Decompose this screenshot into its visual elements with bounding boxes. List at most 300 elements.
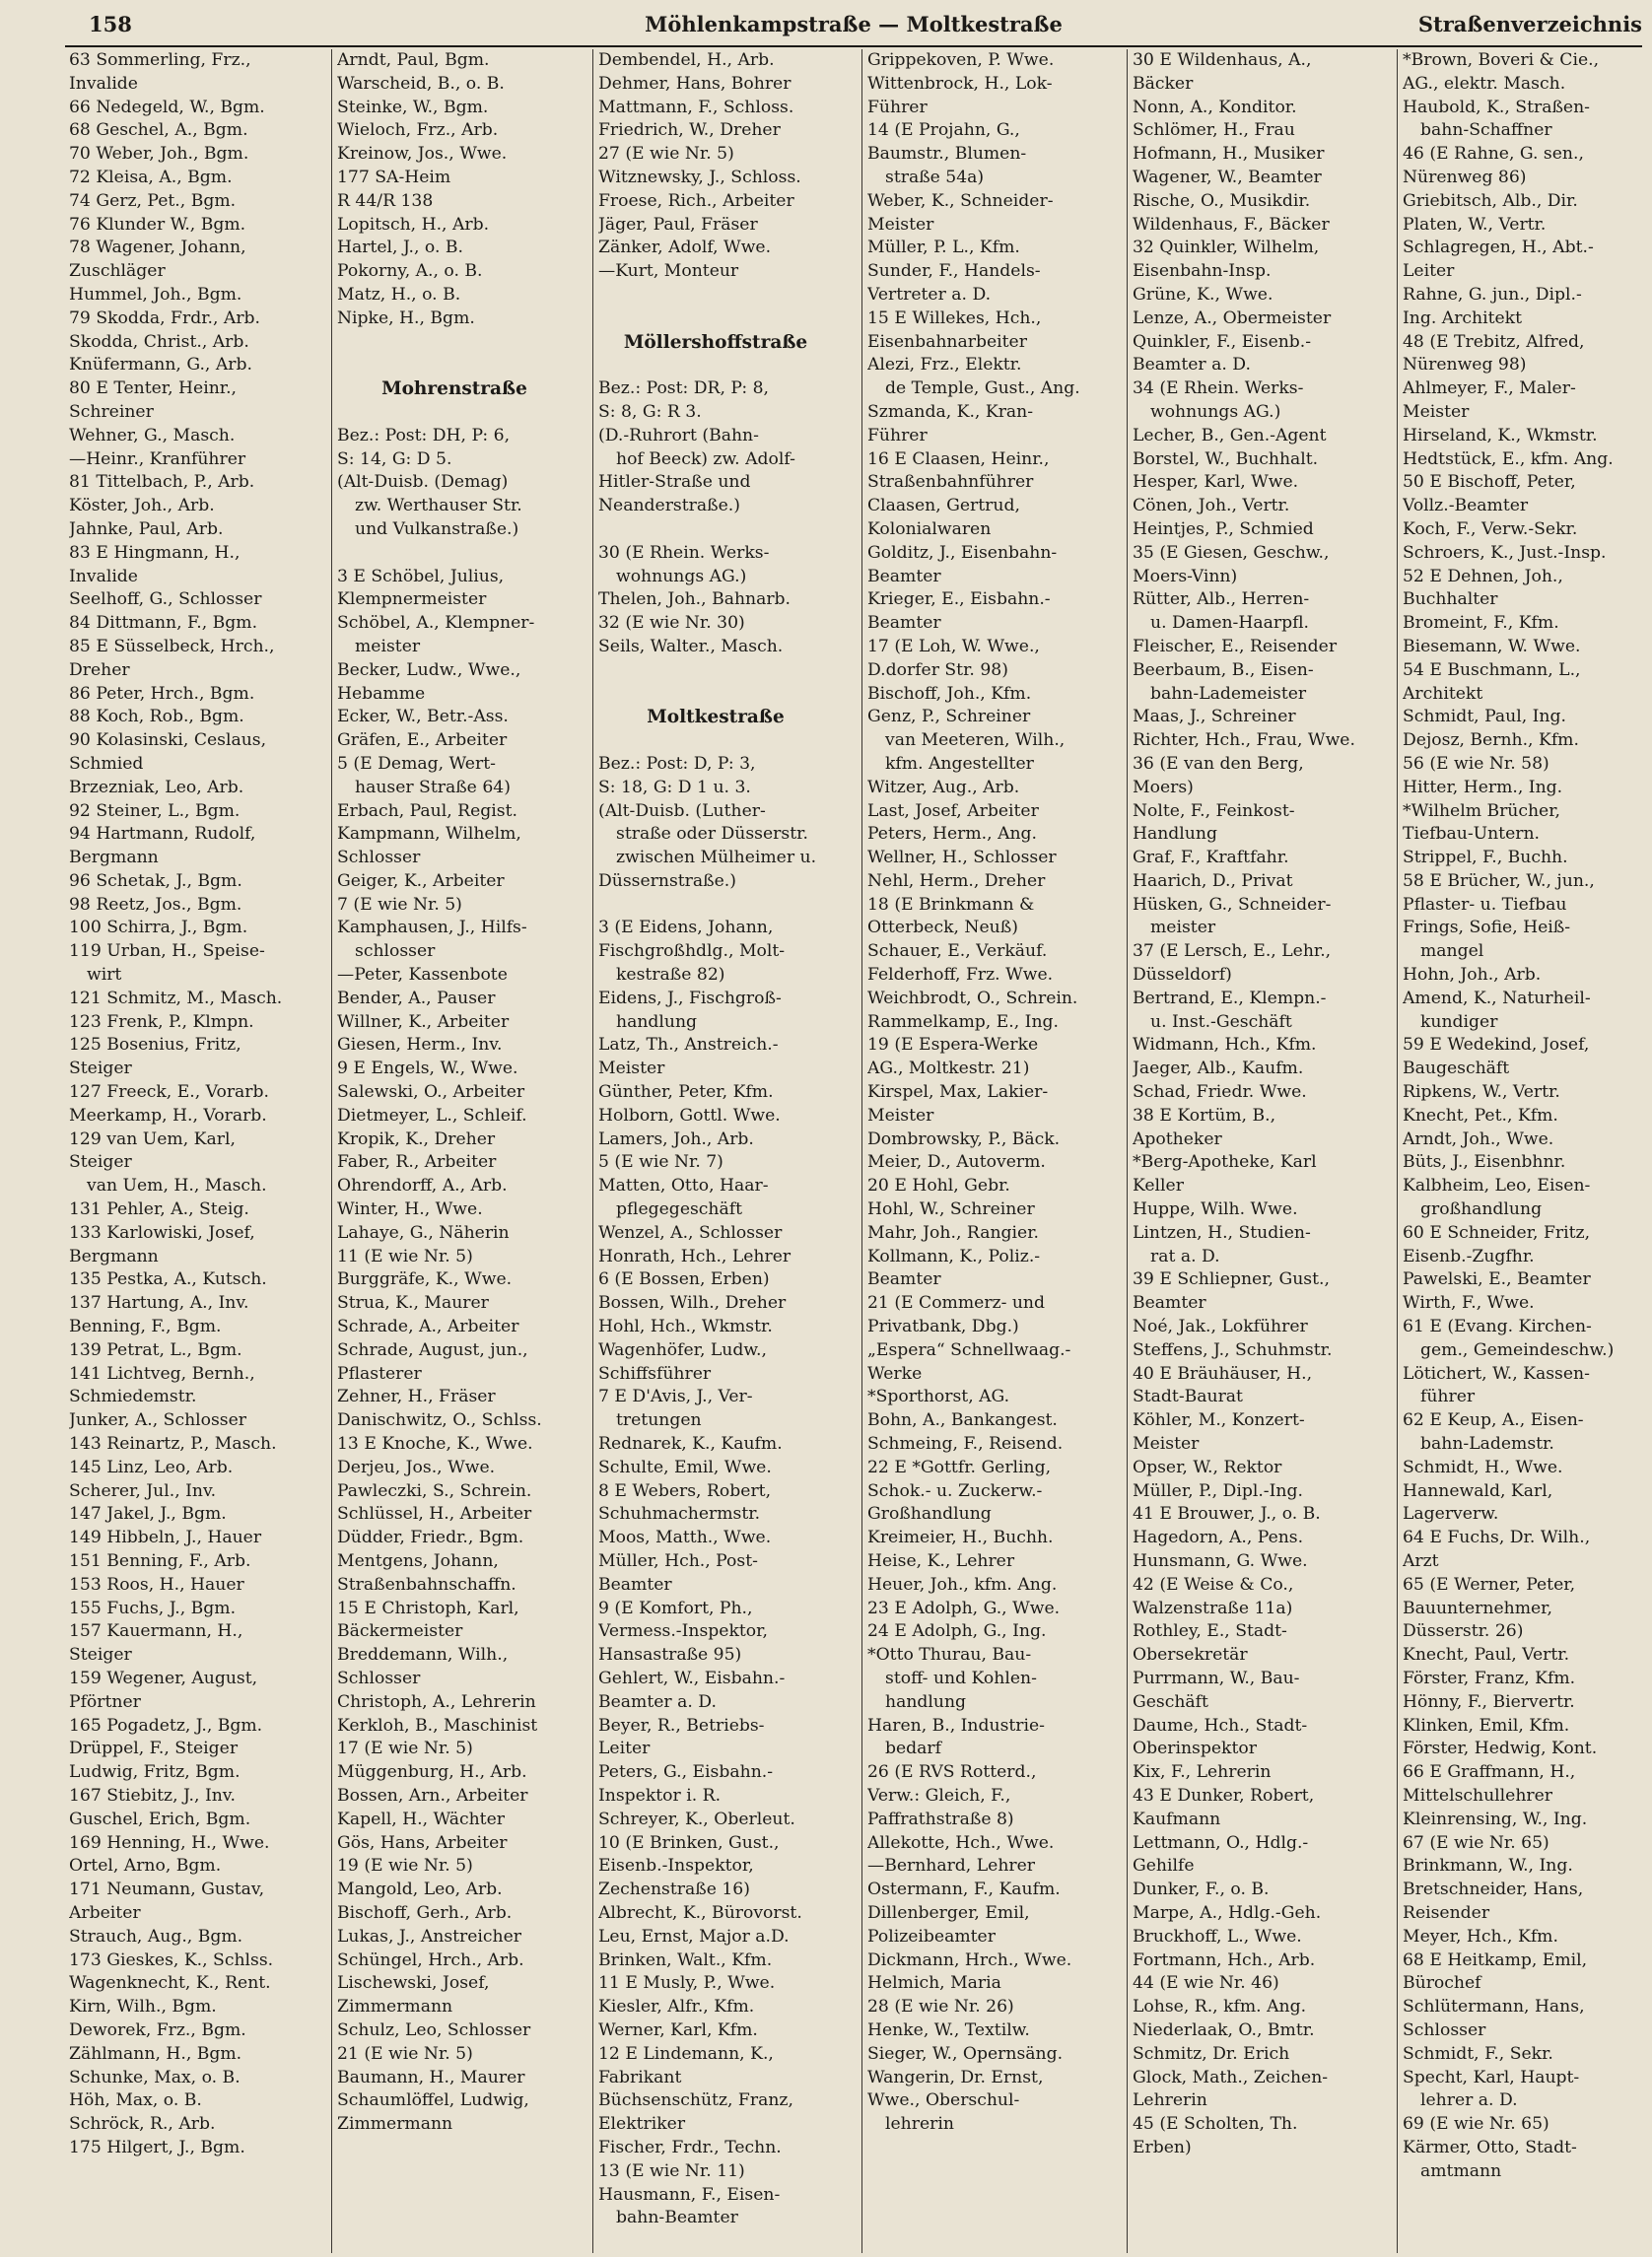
directory-entry: Junker, A., Schlosser (69, 1410, 247, 1431)
directory-entry: Pokorny, A., o. B. (337, 261, 483, 282)
directory-entry: 127 Freeck, E., Vorarb. (69, 1082, 269, 1103)
directory-entry: Arzt (1403, 1551, 1439, 1571)
directory-entry: 79 Skodda, Frdr., Arb. (69, 308, 261, 328)
directory-entry: Wangerin, Dr. Ernst, (867, 2067, 1044, 2087)
directory-entry: Zuschläger (69, 261, 166, 282)
directory-entry: Invalide (69, 73, 138, 94)
directory-entry: Nolte, F., Feinkost- (1133, 800, 1295, 821)
directory-entry: Brzezniak, Leo, Arb. (69, 777, 244, 797)
directory-entry: Alezi, Frz., Elektr. (867, 355, 1022, 376)
directory-entry: 85 E Süsselbeck, Hrch., (69, 636, 275, 656)
directory-entry: Heise, K., Lehrer (867, 1551, 1015, 1571)
directory-entry: Großhandlung (867, 1504, 992, 1525)
directory-entry: Schöbel, A., Klempner- (337, 613, 535, 634)
directory-entry: 59 E Wedekind, Josef, (1403, 1035, 1590, 1056)
entry-continuation: mangel (1420, 941, 1484, 962)
directory-entry: Biesemann, W. Wwe. (1403, 636, 1581, 656)
directory-entry: Beamter a. D. (1133, 355, 1251, 376)
column-2 (337, 49, 572, 2253)
directory-entry: Müller, P. L., Kfm. (867, 238, 1020, 258)
column-3 (598, 49, 833, 2253)
directory-entry: 151 Benning, F., Arb. (69, 1551, 251, 1571)
column-1 (69, 49, 304, 2253)
directory-entry: 171 Neumann, Gustav, (69, 1880, 265, 1900)
directory-entry: Kleinrensing, W., Ing. (1403, 1809, 1588, 1829)
directory-entry: Griebitsch, Alb., Dir. (1403, 190, 1578, 211)
entry-continuation: schlosser (355, 941, 436, 962)
directory-entry: Hummel, Joh., Bgm. (69, 284, 242, 305)
directory-entry: Schuhmachermstr. (598, 1504, 761, 1525)
directory-entry: Platen, W., Vertr. (1403, 214, 1547, 235)
directory-entry: 145 Linz, Leo, Arb. (69, 1457, 234, 1477)
directory-entry: Widmann, Hch., Kfm. (1133, 1035, 1317, 1056)
directory-entry: Niederlaak, O., Bmtr. (1133, 2019, 1315, 2040)
directory-entry: Helmich, Maria (867, 1973, 1001, 1994)
directory-entry: Baugeschäft (1403, 1059, 1510, 1079)
directory-entry: Hausmann, F., Eisen- (598, 2184, 781, 2205)
directory-entry: Dickmann, Hrch., Wwe. (867, 1949, 1072, 1970)
entry-continuation: u. Damen-Haarpfl. (1150, 613, 1309, 634)
entry-continuation: gem., Gemeindeschw.) (1420, 1339, 1615, 1360)
directory-entry: Klinken, Emil, Kfm. (1403, 1715, 1570, 1736)
directory-entry: Otterbeck, Neuß) (867, 918, 1018, 938)
directory-entry: 18 (E Brinkmann & (867, 894, 1035, 915)
directory-entry: Ohrendorff, A., Arb. (337, 1176, 508, 1197)
directory-entry: Bretschneider, Hans, (1403, 1880, 1584, 1900)
entry-continuation: meister (1150, 918, 1216, 938)
directory-entry: 139 Petrat, L., Bgm. (69, 1339, 242, 1360)
directory-entry: 9 E Engels, W., Wwe. (337, 1059, 518, 1079)
directory-entry: Gehlert, W., Eisbahn.- (598, 1668, 786, 1688)
directory-entry: 157 Kauermann, H., (69, 1621, 243, 1642)
directory-entry: Wieloch, Frz., Arb. (337, 120, 499, 141)
directory-entry: R 44/R 138 (337, 190, 434, 211)
directory-entry: Geschäft (1133, 1691, 1208, 1712)
directory-entry: Kropik, K., Dreher (337, 1128, 496, 1149)
directory-entry: Lagerverw. (1403, 1504, 1499, 1525)
entry-continuation: meister (355, 636, 421, 656)
directory-entry: Eisenb.-Inspektor, (598, 1856, 754, 1877)
directory-entry: Beamter (1133, 1293, 1206, 1314)
directory-entry: Schröck, R., Arb. (69, 2114, 216, 2135)
directory-entry: Hesper, Karl, Wwe. (1133, 472, 1299, 493)
directory-entry: Dehmer, Hans, Bohrer (598, 73, 792, 94)
directory-entry: 165 Pogadetz, J., Bgm. (69, 1715, 263, 1736)
directory-entry: 143 Reinartz, P., Masch. (69, 1434, 277, 1455)
directory-entry: Straßenbahnschaffn. (337, 1574, 516, 1595)
entry-continuation: bahn-Lademeister (1150, 683, 1307, 704)
directory-entry: Claasen, Gertrud, (867, 496, 1020, 516)
directory-entry: 141 Lichtveg, Bernh., (69, 1363, 255, 1384)
directory-entry: 21 (E wie Nr. 5) (337, 2043, 473, 2064)
directory-entry: 125 Bosenius, Fritz, (69, 1035, 241, 1056)
directory-entry: 12 E Lindemann, K., (598, 2043, 774, 2064)
directory-entry: Witznewsky, J., Schloss. (598, 167, 801, 187)
entry-continuation: stoff- und Kohlen- (885, 1668, 1037, 1688)
directory-entry: Dreher (69, 659, 130, 680)
directory-entry: Bez.: Post: DR, P: 8, (598, 378, 770, 399)
directory-entry: 147 Jakel, J., Bgm. (69, 1504, 227, 1525)
entry-continuation: wohnungs AG.) (1150, 401, 1281, 422)
directory-entry: Pflasterer (337, 1363, 422, 1384)
directory-entry: Friedrich, W., Dreher (598, 120, 781, 141)
directory-entry: Lettmann, O., Hdlg.- (1133, 1832, 1309, 1853)
directory-entry: 175 Hilgert, J., Bgm. (69, 2137, 245, 2157)
page-title: Möhlenkampstraße — Moltkestraße (645, 12, 1063, 36)
directory-entry: (Alt-Duisb. (Luther- (598, 800, 766, 821)
directory-entry: Benning, F., Bgm. (69, 1317, 222, 1337)
entry-continuation: bedarf (885, 1739, 942, 1759)
directory-entry: Obersekretär (1133, 1645, 1248, 1666)
directory-entry: Hedtstück, E., kfm. Ang. (1403, 448, 1614, 469)
directory-entry: Hagedorn, A., Pens. (1133, 1528, 1304, 1548)
directory-entry: Ortel, Arno, Bgm. (69, 1856, 222, 1877)
directory-entry: AG., elektr. Masch. (1403, 73, 1566, 94)
directory-entry: 21 (E Commerz- und (867, 1293, 1045, 1314)
directory-entry: Zimmermann (337, 2114, 453, 2135)
directory-entry: Oberinspektor (1133, 1739, 1257, 1759)
directory-entry: Leiter (1403, 261, 1455, 282)
directory-entry: Bischoff, Joh., Kfm. (867, 683, 1032, 704)
directory-entry: Schroers, K., Just.-Insp. (1403, 542, 1607, 563)
directory-entry: Rische, O., Musikdir. (1133, 190, 1311, 211)
directory-entry: 36 (E van den Berg, (1133, 753, 1304, 774)
directory-entry: 11 E Musly, P., Wwe. (598, 1973, 776, 1994)
directory-entry: Gehilfe (1133, 1856, 1195, 1877)
directory-entry: Inspektor i. R. (598, 1785, 722, 1806)
directory-entry: Neanderstraße.) (598, 496, 740, 516)
directory-entry: Bergmann (69, 848, 159, 868)
directory-entry: AG., Moltkestr. 21) (867, 1059, 1030, 1079)
directory-entry: Thelen, Joh., Bahnarb. (598, 589, 792, 610)
directory-entry: Jaeger, Alb., Kaufm. (1133, 1059, 1304, 1079)
street-heading: Möllershoffstraße (623, 331, 808, 353)
directory-entry: 69 (E wie Nr. 65) (1403, 2114, 1549, 2135)
blank-line (337, 401, 572, 425)
directory-entry: —Heinr., Kranführer (69, 448, 246, 469)
directory-entry: Purrmann, W., Bau- (1133, 1668, 1300, 1688)
entry-continuation: amtmann (1420, 2160, 1502, 2181)
directory-entry: Pawelski, E., Beamter (1403, 1269, 1591, 1290)
directory-entry: Lötichert, W., Kassen- (1403, 1363, 1590, 1384)
directory-entry: (D.-Ruhrort (Bahn- (598, 425, 759, 445)
directory-entry: Bischoff, Gerh., Arb. (337, 1902, 513, 1923)
directory-entry: Daume, Hch., Stadt- (1133, 1715, 1308, 1736)
directory-entry: 13 E Knoche, K., Wwe. (337, 1434, 533, 1455)
directory-entry: 61 E (Evang. Kirchen- (1403, 1317, 1592, 1337)
directory-entry: Meerkamp, H., Vorarb. (69, 1105, 267, 1126)
directory-entry: Höh, Max, o. B. (69, 2090, 202, 2111)
directory-entry: Schunke, Max, o. B. (69, 2067, 241, 2087)
directory-entry: Steiger (69, 1059, 132, 1079)
directory-entry: Hofmann, H., Musiker (1133, 144, 1325, 165)
entry-continuation: kestraße 82) (616, 965, 725, 986)
directory-entry: 66 E Graffmann, H., (1403, 1762, 1576, 1783)
directory-entry: Seelhoff, G., Schlosser (69, 589, 262, 610)
column-6 (1403, 49, 1637, 2253)
directory-entry: Fischgroßhdlg., Molt- (598, 941, 786, 962)
directory-entry: Matten, Otto, Haar- (598, 1176, 769, 1197)
directory-entry: Privatbank, Dbg.) (867, 1317, 1019, 1337)
directory-entry: Schauer, E., Verkäuf. (867, 941, 1048, 962)
directory-entry: Walzenstraße 11a) (1133, 1598, 1293, 1618)
directory-entry: Schiffsführer (598, 1363, 712, 1384)
directory-entry: 68 Geschel, A., Bgm. (69, 120, 248, 141)
directory-entry: Kampmann, Wilhelm, (337, 824, 521, 845)
directory-entry: Beamter (867, 566, 941, 586)
directory-entry: Meister (1403, 401, 1470, 422)
directory-entry: Szmanda, K., Kran- (867, 401, 1034, 422)
directory-entry: Christoph, A., Lehrerin (337, 1691, 536, 1712)
directory-entry: Müggenburg, H., Arb. (337, 1762, 527, 1783)
directory-entry: 54 E Buschmann, L., (1403, 659, 1581, 680)
directory-entry: Ahlmeyer, F., Maler- (1403, 378, 1576, 399)
entry-continuation: hof Beeck) zw. Adolf- (616, 448, 795, 469)
entry-continuation: kundiger (1420, 1011, 1498, 1032)
directory-entry: Dejosz, Bernh., Kfm. (1403, 730, 1579, 751)
directory-entry: Wirth, F., Wwe. (1403, 1293, 1535, 1314)
directory-entry: Hitler-Straße und (598, 472, 751, 493)
directory-entry: Opser, W., Rektor (1133, 1457, 1282, 1477)
directory-entry: Hüsken, G., Schneider- (1133, 894, 1332, 915)
directory-entry: Pförtner (69, 1691, 141, 1712)
directory-entry: Schlosser (337, 848, 421, 868)
directory-entry: S: 14, G: D 5. (337, 448, 452, 469)
directory-entry: Schlagregen, H., Abt.- (1403, 238, 1594, 258)
directory-entry: 133 Karlowiski, Josef, (69, 1222, 255, 1243)
directory-entry: 28 (E wie Nr. 26) (867, 1997, 1014, 2018)
directory-entry: Breddemann, Wilh., (337, 1645, 509, 1666)
directory-entry: Günther, Peter, Kfm. (598, 1082, 774, 1103)
directory-entry: Düssernstraße.) (598, 870, 736, 891)
directory-entry: Skodda, Christ., Arb. (69, 331, 249, 352)
directory-entry: *Sporthorst, AG. (867, 1387, 1010, 1407)
directory-entry: Ecker, W., Betr.-Ass. (337, 707, 509, 727)
directory-entry: Lohse, R., kfm. Ang. (1133, 1997, 1307, 2018)
directory-entry: Strua, K., Maurer (337, 1293, 489, 1314)
directory-entry: Vermess.-Inspektor, (598, 1621, 768, 1642)
directory-entry: Bruckhoff, L., Wwe. (1133, 1926, 1302, 1947)
directory-entry: Noé, Jak., Lokführer (1133, 1317, 1308, 1337)
directory-entry: Düdder, Friedr., Bgm. (337, 1528, 524, 1548)
directory-entry: Bertrand, E., Klempn.- (1133, 988, 1327, 1008)
directory-entry: Kirspel, Max, Lakier- (867, 1082, 1049, 1103)
directory-entry: Giesen, Herm., Inv. (337, 1035, 503, 1056)
column-divider (592, 49, 593, 2253)
directory-entry: —Bernhard, Lehrer (867, 1856, 1035, 1877)
directory-entry: Albrecht, K., Bürovorst. (598, 1902, 802, 1923)
entry-continuation: straße oder Düsserstr. (616, 824, 808, 845)
directory-entry: 20 E Hohl, Gebr. (867, 1176, 1010, 1197)
directory-entry: Huppe, Wilh. Wwe. (1133, 1199, 1298, 1220)
directory-entry: Kix, F., Lehrerin (1133, 1762, 1272, 1783)
blank-line (598, 729, 833, 753)
directory-entry: Leu, Ernst, Major a.D. (598, 1926, 790, 1947)
directory-entry: 30 (E Rhein. Werks- (598, 542, 770, 563)
directory-entry: Schmeing, F., Reisend. (867, 1434, 1064, 1455)
page-number: 158 (89, 12, 132, 36)
directory-entry: 173 Gieskes, K., Schlss. (69, 1949, 274, 1970)
directory-entry: Steffens, J., Schuhmstr. (1133, 1339, 1333, 1360)
directory-entry: 30 E Wildenhaus, A., (1133, 50, 1312, 70)
directory-entry: 88 Koch, Rob., Bgm. (69, 707, 244, 727)
directory-entry: Schlosser (337, 1668, 421, 1688)
directory-entry: Schreyer, K., Oberleut. (598, 1809, 795, 1829)
directory-entry: Witzer, Aug., Arb. (867, 777, 1020, 797)
directory-entry: Ripkens, W., Vertr. (1403, 1082, 1560, 1103)
directory-entry: 8 E Webers, Robert, (598, 1480, 772, 1501)
directory-entry: 50 E Bischoff, Peter, (1403, 472, 1576, 493)
directory-entry: Schlömer, H., Frau (1133, 120, 1295, 141)
directory-entry: 159 Wegener, August, (69, 1668, 258, 1688)
directory-entry: Lamers, Joh., Arb. (598, 1128, 754, 1149)
directory-entry: 27 (E wie Nr. 5) (598, 144, 734, 165)
directory-entry: 14 (E Projahn, G., (867, 120, 1020, 141)
directory-entry: 48 (E Trebitz, Alfred, (1403, 331, 1585, 352)
directory-entry: Schrade, August, jun., (337, 1339, 528, 1360)
entry-continuation: zwischen Mülheimer u. (616, 848, 817, 868)
directory-entry: Hönny, F., Biervertr. (1403, 1691, 1575, 1712)
column-divider (1397, 49, 1398, 2253)
directory-entry: Schmitz, Dr. Erich (1133, 2043, 1290, 2064)
directory-entry: Schmied (69, 753, 144, 774)
directory-entry: Schulte, Emil, Wwe. (598, 1457, 772, 1477)
entry-continuation: wirt (87, 965, 122, 986)
directory-entry: Wagener, W., Beamter (1133, 167, 1322, 187)
entry-continuation: führer (1420, 1387, 1476, 1407)
directory-entry: 41 E Brouwer, J., o. B. (1133, 1504, 1321, 1525)
directory-entry: 44 (E wie Nr. 46) (1133, 1973, 1279, 1994)
directory-entry: Beamter (598, 1574, 672, 1595)
directory-entry: 131 Pehler, A., Steig. (69, 1199, 249, 1220)
street-heading: Mohrenstraße (381, 378, 527, 400)
entry-continuation: wohnungs AG.) (616, 566, 747, 586)
directory-entry: Ludwig, Fritz, Bgm. (69, 1762, 241, 1783)
directory-entry: 123 Frenk, P., Klmpn. (69, 1011, 254, 1032)
directory-entry: 56 (E wie Nr. 58) (1403, 753, 1549, 774)
directory-entry: Kiesler, Alfr., Kfm. (598, 1997, 755, 2018)
directory-entry: Sieger, W., Opernsäng. (867, 2043, 1064, 2064)
directory-entry: 5 (E Demag, Wert- (337, 753, 496, 774)
directory-entry: Hirseland, K., Wkmstr. (1403, 425, 1598, 445)
directory-entry: 40 E Bräuhäuser, H., (1133, 1363, 1313, 1384)
directory-entry: Schmidt, F., Sekr. (1403, 2043, 1553, 2064)
directory-entry: Werner, Karl, Kfm. (598, 2019, 758, 2040)
entry-continuation: straße 54a) (885, 167, 985, 187)
directory-entry: Hohn, Joh., Arb. (1403, 965, 1542, 986)
directory-entry: Knecht, Pet., Kfm. (1403, 1105, 1558, 1126)
entry-continuation: de Temple, Gust., Ang. (885, 378, 1080, 399)
directory-entry: Erbach, Paul, Regist. (337, 800, 517, 821)
column-divider (861, 49, 862, 2253)
directory-entry: 58 E Brücher, W., jun., (1403, 870, 1595, 891)
directory-entry: Moers-Vinn) (1133, 566, 1238, 586)
directory-entry: Haren, B., Industrie- (867, 1715, 1045, 1736)
street-heading: Moltkestraße (647, 707, 785, 728)
directory-entry: S: 18, G: D 1 u. 3. (598, 777, 751, 797)
directory-entry: Meister (1133, 1434, 1200, 1455)
directory-entry: 19 (E wie Nr. 5) (337, 1856, 473, 1877)
directory-entry: *Otto Thurau, Bau- (867, 1645, 1032, 1666)
directory-entry: Rütter, Alb., Herren- (1133, 589, 1310, 610)
directory-entry: Lecher, B., Gen.-Agent (1133, 425, 1327, 445)
directory-entry: Willner, K., Arbeiter (337, 1011, 510, 1032)
directory-entry: Wehner, G., Masch. (69, 425, 236, 445)
directory-entry: Matz, H., o. B. (337, 284, 461, 305)
directory-entry: 11 (E wie Nr. 5) (337, 1246, 473, 1266)
directory-entry: Kreinow, Jos., Wwe. (337, 144, 508, 165)
directory-entry: Invalide (69, 566, 138, 586)
directory-entry: Fortmann, Hch., Arb. (1133, 1949, 1316, 1970)
directory-entry: Lopitsch, H., Arb. (337, 214, 490, 235)
entry-continuation: lehrerin (885, 2114, 954, 2135)
directory-entry: Pawleczki, S., Schrein. (337, 1480, 532, 1501)
directory-entry: Quinkler, F., Eisenb.- (1133, 331, 1312, 352)
directory-entry: Eidens, J., Fischgroß- (598, 988, 782, 1008)
directory-entry: 23 E Adolph, G., Wwe. (867, 1598, 1061, 1618)
directory-entry: Haubold, K., Straßen- (1403, 97, 1590, 117)
directory-entry: Wittenbrock, H., Lok- (867, 73, 1053, 94)
directory-entry: Beerbaum, B., Eisen- (1133, 659, 1314, 680)
directory-entry: 43 E Dunker, Robert, (1133, 1785, 1315, 1806)
blank-line (598, 308, 833, 331)
directory-entry: Eisenbahnarbeiter (867, 331, 1027, 352)
directory-entry: Köster, Joh., Arb. (69, 496, 215, 516)
directory-entry: Grippekoven, P. Wwe. (867, 50, 1055, 70)
directory-entry: Zänker, Adolf, Wwe. (598, 238, 772, 258)
blank-line (598, 659, 833, 683)
directory-entry: Bürochef (1403, 1973, 1481, 1994)
directory-entry: Meier, D., Autoverm. (867, 1152, 1046, 1173)
directory-entry: Düsseldorf) (1133, 965, 1232, 986)
directory-entry: Beamter (867, 1269, 941, 1290)
directory-entry: Zehner, H., Fräser (337, 1387, 496, 1407)
directory-entry: Hannewald, Karl, (1403, 1480, 1553, 1501)
directory-entry: Bossen, Arn., Arbeiter (337, 1785, 528, 1806)
entry-continuation: handlung (616, 1011, 698, 1032)
directory-entry: Specht, Karl, Haupt- (1403, 2067, 1580, 2087)
directory-entry: Cönen, Joh., Vertr. (1133, 496, 1290, 516)
directory-entry: Nürenweg 86) (1403, 167, 1527, 187)
directory-entry: Schulz, Leo, Schlosser (337, 2019, 531, 2040)
directory-entry: Hitter, Herm., Ing. (1403, 777, 1563, 797)
directory-entry: Lehrerin (1133, 2090, 1207, 2111)
blank-line (598, 894, 833, 918)
directory-entry: Ing. Architekt (1403, 308, 1523, 328)
directory-entry: Architekt (1403, 683, 1483, 704)
directory-entry: Salewski, O., Arbeiter (337, 1082, 525, 1103)
directory-entry: Fleischer, E., Reisender (1133, 636, 1338, 656)
directory-entry: Lenze, A., Obermeister (1133, 308, 1332, 328)
directory-entry: Moers) (1133, 777, 1194, 797)
directory-entry: 10 (E Brinken, Gust., (598, 1832, 780, 1853)
directory-entry: 35 (E Giesen, Geschw., (1133, 542, 1330, 563)
directory-entry: Golditz, J., Eisenbahn- (867, 542, 1058, 563)
directory-entry: Kirn, Wilh., Bgm. (69, 1997, 217, 2018)
directory-entry: Mangold, Leo, Arb. (337, 1880, 503, 1900)
directory-entry: Schreiner (69, 401, 154, 422)
directory-entry: Derjeu, Jos., Wwe. (337, 1457, 496, 1477)
directory-entry: *Brown, Boveri & Cie., (1403, 50, 1600, 70)
directory-entry: Warscheid, B., o. B. (337, 73, 505, 94)
directory-entry: Vertreter a. D. (867, 284, 992, 305)
directory-entry: Steinke, W., Bgm. (337, 97, 489, 117)
directory-entry: 74 Gerz, Pet., Bgm. (69, 190, 237, 211)
column-divider (1127, 49, 1128, 2253)
directory-entry: *Berg-Apotheke, Karl (1133, 1152, 1317, 1173)
directory-entry: Zählmann, H., Bgm. (69, 2043, 242, 2064)
directory-entry: 62 E Keup, A., Eisen- (1403, 1410, 1584, 1431)
